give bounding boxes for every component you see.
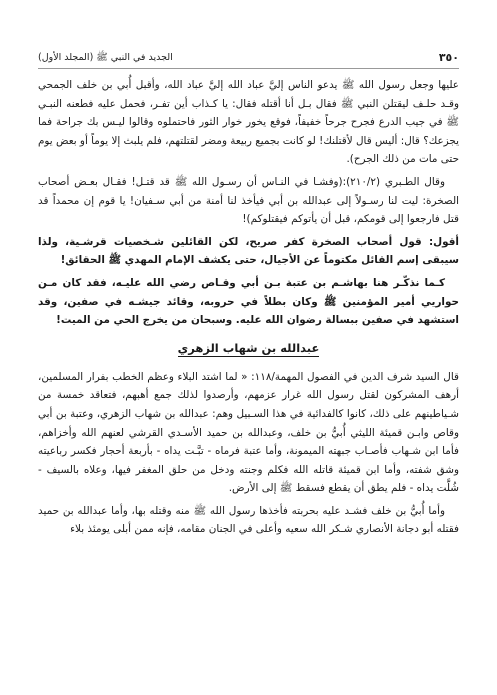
section-heading-text: عبدالله بن شهاب الزهري: [177, 340, 320, 355]
section-heading: [38, 338, 459, 358]
page-body: [38, 76, 459, 543]
page-number: ٣٥٠: [438, 51, 459, 64]
header-divider: [38, 68, 459, 69]
paragraph-4: كـما نذكّـر هنا بهاشـم بن عتبة بـن أبي وقـاص رضي الله عليـه، فقد كان مـن حواريي أمير المؤمنين ﷺ وكان بطلاً في حروبه، وقائد جيشـه في صفين، وقد استشهد في صفين ببسالة رضوان الله عليه. وسبحان من يخرج الحي من الميت!: [38, 276, 459, 327]
section-paragraph-1: قال السيد شرف الدين في الفصول المهمة/١١٨: « لما اشتد البلاء وعظم الخطب بفرار المسلمين، أرهف المشركون لقتل رسول الله غرار عزمهم، وأرصدوا لذلك جمع أهبهم، فتعاقد خمسة من شـياطينهم على ذلك، كانوا كالفدائية في هذا السـبيل وهم: عبدالله بن شهاب الزهري، وعتبة بن أبي وقاص وابـن قميئة الليثي أُبيُّ بن خلف، وعبدالله بن حميد الأسـدي القرشي لعنهم الله وأخزاهم، فأما ابن شـهاب فأصـاب جبهته الميمونة، وأما عتبة فرماه - تبَّـت يداه - بأربعة أحجار فكسر رباعيته وشق شفته، وأما ابن قميئة قاتله الله فكلم وجنته ودخل من حلق المغفر فيها، وعلاه بالسيف - شُلَّت يداه - فلم يطق أن يقطع فسقط ﷺ إلى الأرض.: [38, 370, 459, 495]
paragraph-2: وقال الطـبري (٢١٠/٢):(وفشـا في النـاس أن رسـول الله ﷺ قد قتـل! فقـال بعـض أصحاب الصخرة: ليت لنا رسـولاً إلى عبدالله بن أبي فيأخذ لنا أمنة من أبي سـفيان! يا قوم إن محمداً قد قتل فارجعوا إلى قومكم، قبل أن يأتوكم فيقتلوكم)!: [38, 175, 459, 226]
paragraph-1: عليها وجعل رسول الله ﷺ يدعو الناس إليَّ عباد الله إليَّ عباد الله، وأقبل أُبي بن خلف الجمحي وقـد حلـف ليقتلن النبي ﷺ فقال بـل أنا أقتله فقال: يا كـذاب أين تفـر، فحمل عليه فطعنه النبـي ﷺ في جيب الدرع فجرح جرحاً خفيفاً، فوقع يخور خوار الثور فاحتملوه وقالوا ليـس بك جراحة فما يجزعك؟ قال: أليس قال لأقتلنك! لو كانت بجميع ربيعة ومضر لقتلتهم، فلم يلبث إلا يوماً أو بعض يوم حتى مات من ذلك الجرح).: [38, 79, 459, 166]
section-paragraph-2: وأما أُبيُّ بن خلف فشـد عليه بحربته فأخذها رسول الله ﷺ منه وقتله بها، وأما عبدالله بن حميد فقتله أبو دجانة الأنصاري شـكر الله سعيه وأعلى في الجنان مقامه، فإنه ممن أبلى يومئذ بلاء: [38, 504, 459, 536]
running-title: الجديد في النبي ﷺ (المجلد الأول): [38, 52, 173, 63]
running-header: [38, 52, 459, 64]
paragraph-3: أقول: قول أصحاب الصخرة كفر صريح، لكن القائلين شـخصيات قرشـية، ولذا سيبقى إسم القائل مكتوماً عن الأجيال، حتى يكشف الإمام المهدي ﷺ الحقائق!: [38, 235, 459, 267]
